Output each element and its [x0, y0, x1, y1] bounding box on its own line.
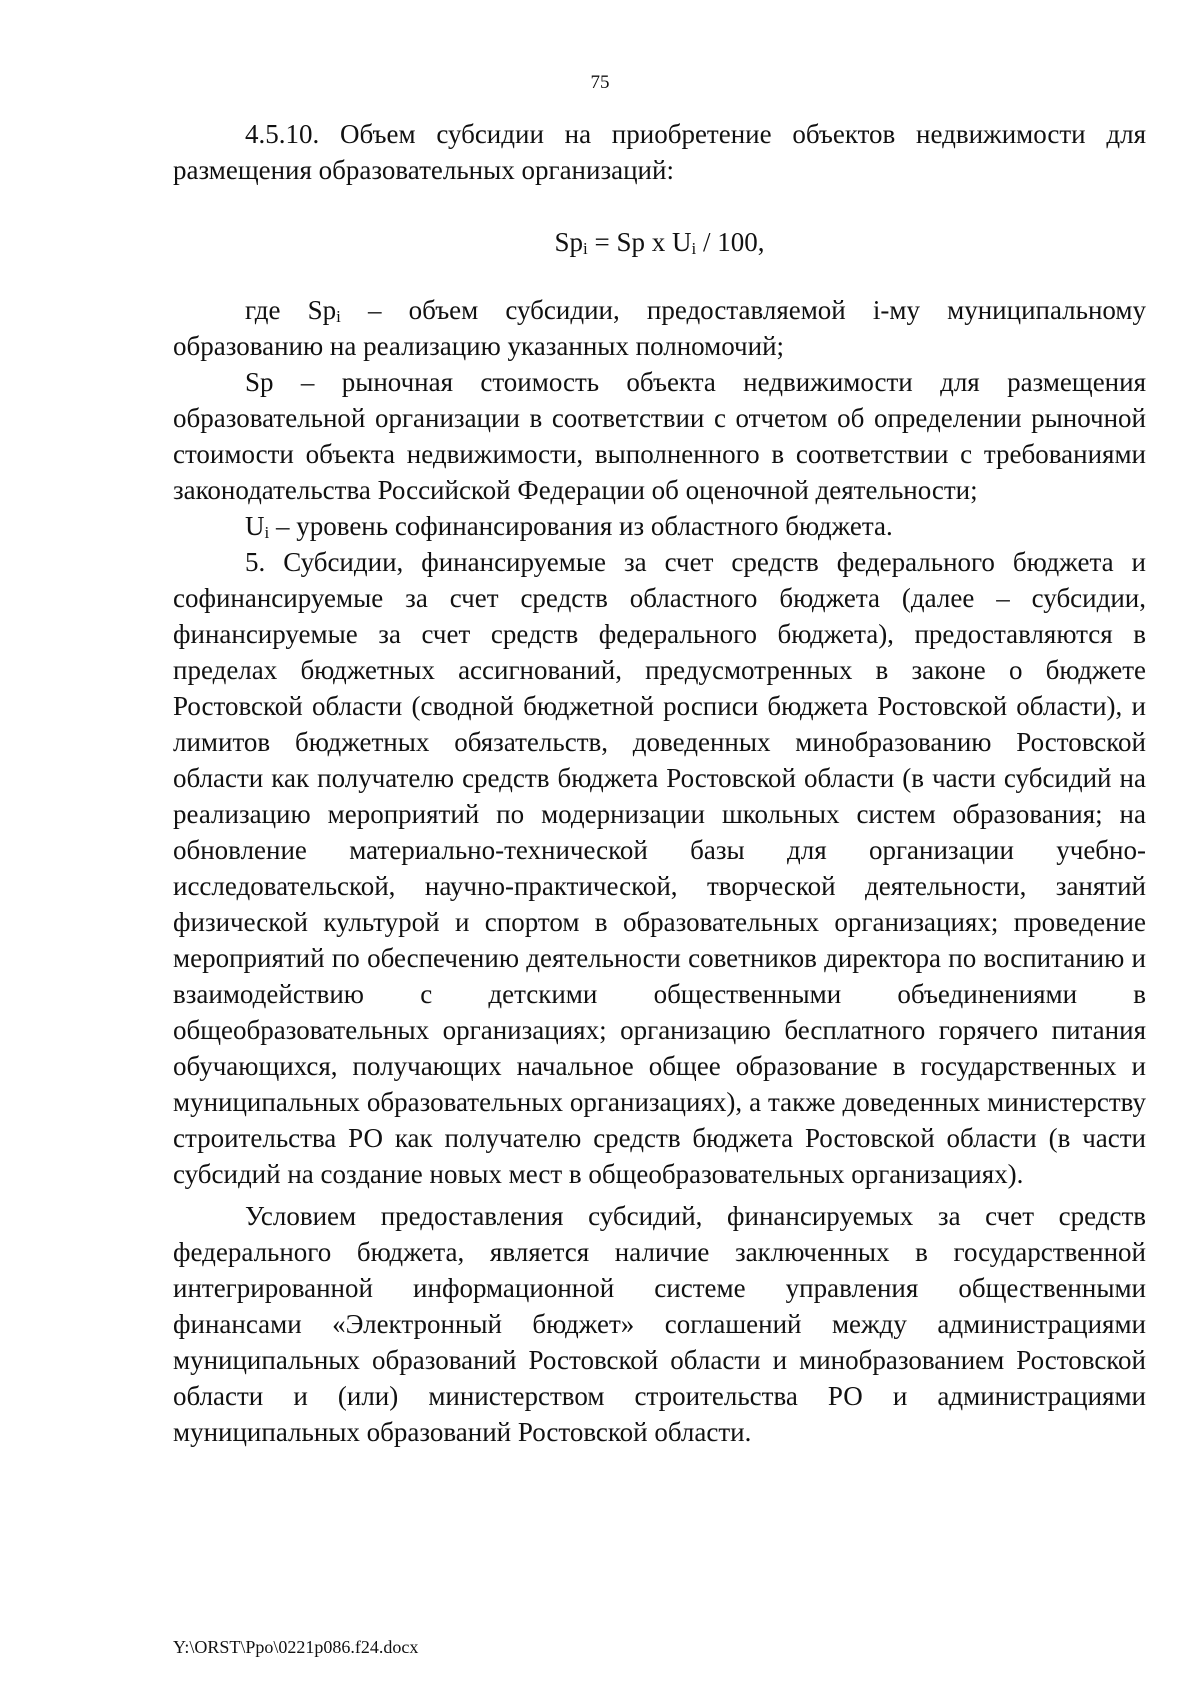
document-body — [173, 116, 1146, 1450]
definition-spi-subscript: i — [336, 307, 341, 326]
formula-rhs-subscript: i — [691, 239, 697, 258]
section-5-paragraph-2: Условием предоставления субсидий, финансируемых за счет средств федерального бюджета, является наличие заключенных в государственной интегрированной информационной системе управления общественными финансами «Электронный бюджет» соглашений между администрациями муниципальных образований Ростовской области и минобразованием Ростовской области и (или) министерством строительства РО и администрациями муниципальных образований Ростовской области. — [173, 1201, 1146, 1447]
definition-ui-text: – уровень софинансирования из областного бюджета. — [269, 511, 893, 541]
formula — [173, 224, 1146, 260]
definition-spi-prefix: где Sp — [245, 295, 337, 325]
definition-sp: Sp – рыночная стоимость объекта недвижимости для размещения образовательной организации в соответствии с отчетом об определении рыночной стоимости объекта недвижимости, выполненного в соответствии с требованиями законодательства Российской Федерации об оценочной деятельности; — [173, 367, 1146, 505]
definition-ui — [173, 508, 1146, 544]
formula-lhs: Sp — [554, 227, 584, 257]
section-4-5-10-heading: 4.5.10. Объем субсидии на приобретение объектов недвижимости для размещения образовательных организаций: — [173, 119, 1146, 185]
footer-file-path: Y:\ORST\Ppo\0221p086.f24.docx — [173, 1637, 419, 1657]
formula-rhs-part-1: = Sp x U — [587, 227, 692, 257]
definition-ui-prefix: U — [245, 511, 265, 541]
definition-spi — [173, 292, 1146, 364]
definition-ui-subscript: i — [264, 523, 270, 542]
page-number: 75 — [590, 72, 610, 93]
section-5-paragraph-1: 5. Субсидии, финансируемые за счет средств федерального бюджета и софинансируемые за счет средств областного бюджета (далее – субсидии, финансируемые за счет средств федерального бюджета), предоставляются в пределах бюджетных ассигнований, предусмотренных в законе о бюджете Ростовской области (сводной бюджетной росписи бюджета Ростовской области), и лимитов бюджетных обязательств, доведенных минобразованию Ростовской области как получателю средств бюджета Ростовской области (в части субсидий на реализацию мероприятий по модернизации школьных систем образования; на обновление материально-технической базы для организации учебно-исследовательской, научно-практической, творческой деятельности, занятий физической культурой и спортом в образовательных организациях; проведение мероприятий по обеспечению деятельности советников директора по воспитанию и взаимодействию с детскими общественными объединениями в общеобразовательных организациях; организацию бесплатного горячего питания обучающихся, получающих начальное общее образование в государственных и муниципальных образовательных организациях), а также доведенных министерству строительства РО как получателю средств бюджета Ростовской области (в части субсидий на создание новых мест в общеобразовательных организациях). — [173, 547, 1146, 1189]
formula-rhs-part-2: / 100, — [696, 227, 765, 257]
formula-lhs-subscript: i — [583, 239, 588, 258]
definition-spi-text: – объем субсидии, предоставляемой i-му муниципальному образованию на реализацию указанных полномочий; — [173, 295, 1146, 361]
